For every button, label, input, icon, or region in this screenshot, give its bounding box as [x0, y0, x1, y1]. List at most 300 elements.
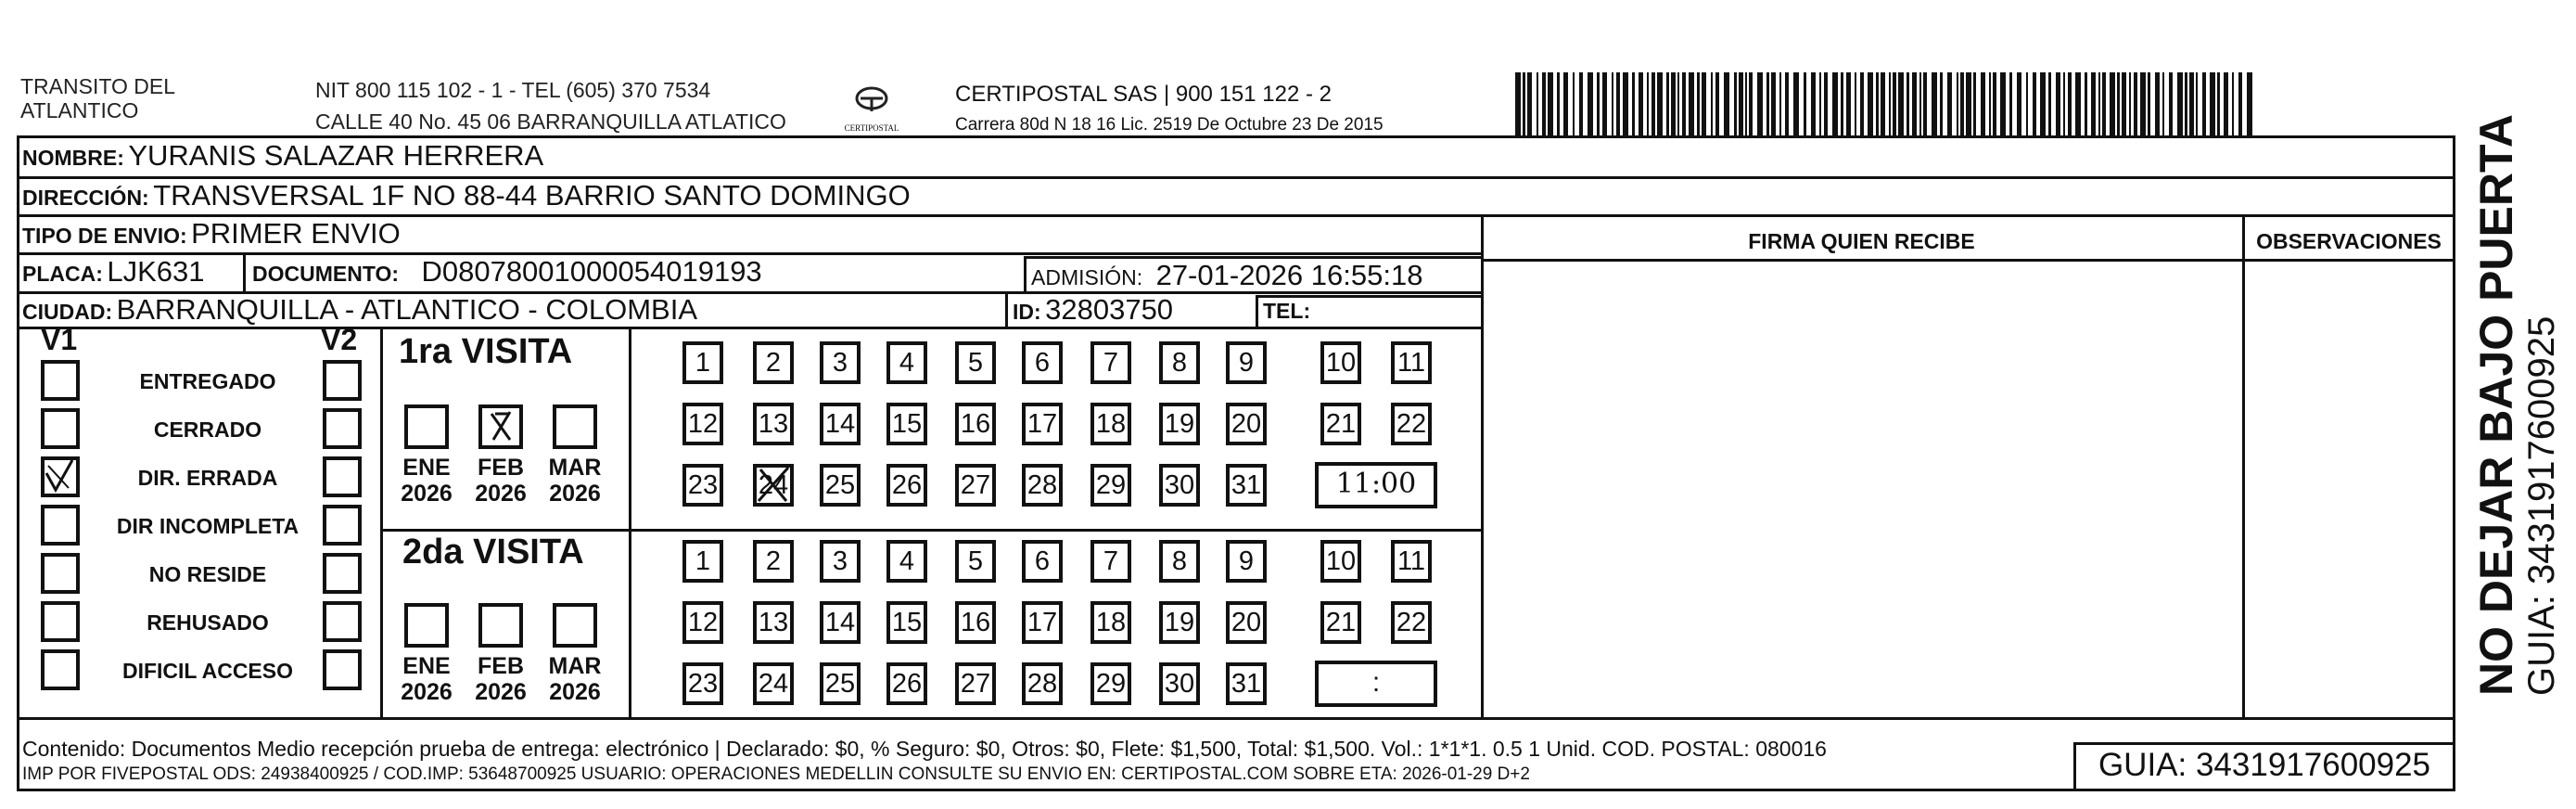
barcode-bar [1523, 72, 1525, 137]
day-number: 17 [1027, 409, 1058, 439]
v1-checkbox[interactable] [41, 456, 80, 497]
v2-checkbox[interactable] [323, 360, 362, 401]
month-year: 2026 [401, 481, 453, 507]
barcode-bar [2040, 72, 2046, 137]
day-number: 25 [824, 470, 856, 500]
day-box[interactable] [1090, 403, 1131, 445]
admision-label: ADMISIÓN: [1031, 265, 1143, 289]
barcode-bar [2017, 72, 2021, 137]
day-number: 28 [1027, 669, 1058, 699]
day-box[interactable] [1391, 601, 1432, 644]
nombre-label: NOMBRE: [22, 146, 124, 170]
barcode-bar [1548, 72, 1553, 137]
barcode-bar [2129, 72, 2131, 137]
barcode-bar [1702, 72, 1706, 137]
day-box[interactable] [1226, 464, 1267, 507]
day-number: 26 [891, 669, 923, 699]
month-name: MAR [548, 455, 602, 481]
barcode-bar [1671, 72, 1676, 137]
month-year: 2026 [475, 481, 527, 507]
time-box[interactable] [1315, 462, 1437, 508]
day-number: 8 [1171, 348, 1188, 378]
day-box[interactable] [886, 403, 927, 445]
barcode-bar [1779, 72, 1781, 137]
barcode-bar [1855, 72, 1856, 137]
day-number: 29 [1095, 669, 1127, 699]
barcode-bar [2068, 72, 2072, 137]
company-line: CERTIPOSTAL SAS | 900 151 122 - 2 [955, 82, 1332, 107]
day-number: 15 [891, 409, 923, 439]
footer-line2: IMP POR FIVEPOSTAL ODS: 24938400925 / COD.IMP: 53648700925 USUARIO: OPERACIONES MEDELLIN CONSULTE SU ENVIO EN: CERTIPOSTAL.COM SOBRE ETA: 2026-01-29 D+2 [22, 764, 1530, 784]
day-box[interactable] [955, 341, 996, 384]
barcode-bar [1515, 72, 1521, 137]
day-box[interactable] [1159, 540, 1200, 583]
address-line: CALLE 40 No. 45 06 BARRANQUILLA ATLATICO [315, 109, 786, 134]
tipo-row [22, 217, 401, 250]
barcode-bar [2169, 72, 2173, 137]
day-number: 14 [824, 409, 856, 439]
barcode-bar [2185, 72, 2187, 137]
documento-label: DOCUMENTO: [252, 262, 400, 286]
barcode-bar [1819, 72, 1821, 137]
day-number: 29 [1095, 470, 1127, 500]
day-number: 25 [824, 669, 856, 699]
barcode-bar [1841, 72, 1843, 137]
barcode-bar [2217, 72, 2220, 137]
day-number: 6 [1034, 546, 1051, 576]
placa-row [22, 255, 204, 289]
day-number: 20 [1231, 608, 1262, 637]
day-box[interactable] [886, 601, 927, 644]
day-number: 12 [687, 608, 719, 637]
v2-label: V2 [321, 323, 358, 356]
barcode-bar [2085, 72, 2087, 137]
barcode-bar [1993, 72, 1996, 137]
barcode-bar [1682, 72, 1686, 137]
visit1-title: 1ra VISITA [399, 332, 573, 371]
barcode-bar [1966, 72, 1971, 137]
day-number: 9 [1238, 546, 1255, 576]
barcode-bar [2122, 72, 2126, 137]
day-number: 3 [832, 348, 848, 378]
v2-checkbox[interactable] [323, 649, 362, 690]
barcode-bar [1932, 72, 1937, 137]
day-number: 27 [960, 669, 991, 699]
barcode-bar [1898, 72, 1904, 137]
month-checkbox[interactable] [404, 603, 449, 648]
day-box[interactable] [1090, 464, 1131, 507]
barcode-bar [1860, 72, 1864, 137]
footer-line1: Contenido: Documentos Medio recepción prueba de entrega: electrónico | Declarado: $0, % Seguro: $0, Otros: $0, Flete: $1,500, Total: $1,500. Vol.: 1*1*1. 0.5 1 Unid. COD. POSTAL: 080016 [22, 737, 1827, 761]
day-box[interactable] [1320, 601, 1361, 644]
issuer-name [20, 74, 175, 122]
day-number: 5 [967, 546, 984, 576]
side-warning: NO DEJAR BAJO PUERTA [2470, 114, 2522, 696]
barcode-bar [1557, 72, 1560, 137]
day-box[interactable] [753, 662, 794, 705]
day-box[interactable] [1090, 601, 1131, 644]
barcode-bar [2202, 72, 2206, 137]
day-box[interactable] [1022, 464, 1063, 507]
barcode-bar [2102, 72, 2106, 137]
documento-row [252, 255, 762, 289]
day-number: 4 [899, 348, 915, 378]
status-label: REHUSADO [147, 610, 269, 635]
barcode-bar [1832, 72, 1838, 137]
day-number: 18 [1095, 608, 1127, 637]
day-number: 16 [960, 608, 991, 637]
tipo-label: TIPO DE ENVIO: [22, 224, 187, 248]
nombre-row [22, 139, 543, 173]
nombre-value: YURANIS SALAZAR HERRERA [128, 139, 544, 172]
barcode-bar [1745, 72, 1747, 137]
day-box[interactable] [886, 341, 927, 384]
barcode-bar [2140, 72, 2146, 137]
logo-text: CERTIPOSTAL [844, 123, 899, 133]
barcode-bar [1639, 72, 1643, 137]
v1-checkbox[interactable] [41, 360, 80, 401]
direccion-label: DIRECCIÓN: [22, 186, 149, 210]
day-box[interactable] [1090, 662, 1131, 705]
v1-checkbox[interactable] [41, 649, 80, 690]
day-box[interactable] [1226, 341, 1267, 384]
barcode-bar [1563, 72, 1568, 137]
company-info [955, 82, 1384, 135]
day-box[interactable] [1090, 540, 1131, 583]
barcode-bar [2162, 72, 2164, 137]
barcode-bar [1923, 72, 1927, 137]
barcode-bar [1804, 72, 1806, 137]
x-mark-icon [753, 464, 794, 507]
month-checkbox[interactable] [553, 603, 597, 648]
day-box[interactable] [886, 662, 927, 705]
barcode-bar [2098, 72, 2100, 137]
barcode-bar [2134, 72, 2137, 137]
direccion-row [22, 179, 911, 212]
day-box[interactable] [682, 662, 723, 705]
barcode-bar [1573, 72, 1575, 137]
day-box[interactable] [1159, 464, 1200, 507]
v2-checkbox[interactable] [323, 408, 362, 449]
admision-row [1031, 259, 1422, 292]
day-number: 24 [758, 470, 789, 500]
issuer-contact [315, 78, 786, 134]
day-box[interactable] [682, 403, 723, 445]
certipostal-logo [835, 82, 909, 134]
barcode-bar [1588, 72, 1593, 137]
day-number: 10 [1325, 546, 1357, 576]
month-year: 2026 [475, 679, 527, 705]
day-box[interactable] [820, 601, 861, 644]
day-number: 2 [765, 348, 782, 378]
day-number: 7 [1103, 546, 1119, 576]
barcode-bar [1542, 72, 1546, 137]
day-box[interactable] [1226, 403, 1267, 445]
month-checkbox[interactable] [478, 603, 523, 648]
day-number: 14 [824, 608, 856, 637]
month-label [468, 455, 533, 507]
day-number: 19 [1164, 409, 1195, 439]
day-number: 10 [1325, 348, 1357, 378]
barcode-bar [1749, 72, 1753, 137]
admision-value: 27-01-2026 16:55:18 [1155, 259, 1423, 291]
barcode-bar [1811, 72, 1816, 137]
day-box[interactable] [1159, 601, 1200, 644]
day-number: 30 [1164, 669, 1195, 699]
barcode-bar [1597, 72, 1600, 137]
barcode-bar [1724, 72, 1729, 137]
barcode-bar [2224, 72, 2228, 137]
status-label: DIR. ERRADA [137, 466, 278, 490]
day-number: 27 [960, 470, 991, 500]
issuer-line1: TRANSITO DEL [20, 74, 175, 98]
barcode-bar [2155, 72, 2160, 137]
day-box[interactable] [820, 341, 861, 384]
day-number: 11 [1396, 546, 1426, 576]
status-label: ENTREGADO [139, 369, 276, 393]
day-box[interactable] [1159, 341, 1200, 384]
day-box[interactable] [1022, 601, 1063, 644]
time-value: : [1371, 667, 1381, 698]
barcode-bar [2117, 72, 2120, 137]
barcode-bar [1947, 72, 1952, 137]
day-box[interactable] [753, 341, 794, 384]
barcode-bar [2033, 72, 2036, 137]
day-number: 28 [1027, 470, 1058, 500]
day-box[interactable] [820, 403, 861, 445]
month-checkbox[interactable] [478, 404, 523, 449]
day-box[interactable] [1022, 540, 1063, 583]
v2-checkbox[interactable] [323, 505, 362, 546]
day-number: 21 [1325, 409, 1357, 439]
barcode-bar [1647, 72, 1649, 137]
ciudad-row [22, 293, 697, 327]
v2-checkbox[interactable] [323, 456, 362, 497]
day-box[interactable] [682, 601, 723, 644]
day-number: 31 [1231, 669, 1262, 699]
barcode-bar [2247, 72, 2252, 137]
barcode-bar [2148, 72, 2150, 137]
v1-checkbox[interactable] [41, 553, 80, 594]
day-number: 22 [1396, 409, 1427, 439]
barcode-bar [1940, 72, 1943, 137]
day-number: 22 [1396, 608, 1427, 637]
ciudad-label: CIUDAD: [22, 300, 113, 324]
day-number: 17 [1027, 608, 1058, 637]
barcode-bar [1537, 72, 1538, 137]
month-label [542, 455, 607, 507]
direccion-value: TRANSVERSAL 1F NO 88-44 BARRIO SANTO DOMINGO [153, 179, 911, 212]
day-number: 15 [891, 608, 923, 637]
barcode-bar [1616, 72, 1620, 137]
day-box[interactable] [1320, 341, 1361, 384]
day-box[interactable] [1320, 540, 1361, 583]
nit-line: NIT 800 115 102 - 1 - TEL (605) 370 7534 [315, 78, 711, 102]
day-box[interactable] [1090, 341, 1131, 384]
day-box[interactable] [682, 464, 723, 507]
month-year: 2026 [549, 679, 601, 705]
barcode-bar [2196, 72, 2198, 137]
barcode-bar [1623, 72, 1628, 137]
month-year: 2026 [401, 679, 453, 705]
barcode-bar [2232, 72, 2234, 137]
barcode-bar [1602, 72, 1607, 137]
id-row [1013, 293, 1173, 327]
day-number: 9 [1238, 348, 1255, 378]
day-box[interactable] [1391, 341, 1432, 384]
day-box[interactable] [1226, 540, 1267, 583]
day-number: 18 [1095, 409, 1127, 439]
barcode-bar [1919, 72, 1921, 137]
status-label: NO RESIDE [148, 562, 267, 586]
day-box[interactable] [1159, 662, 1200, 705]
barcode-bar [1957, 72, 1958, 137]
day-box[interactable] [955, 540, 996, 583]
barcode-bar [1715, 72, 1719, 137]
barcode-bar [2056, 72, 2060, 137]
v1-checkbox[interactable] [41, 601, 80, 642]
barcode-bar [1689, 72, 1694, 137]
barcode-bar [1527, 72, 1532, 137]
barcode [1515, 72, 2272, 137]
barcode-bar [2026, 72, 2028, 137]
day-number: 3 [832, 546, 848, 576]
day-box[interactable] [820, 464, 861, 507]
day-box[interactable] [820, 662, 861, 705]
status-label: CERRADO [153, 417, 262, 442]
day-number: 13 [758, 608, 789, 637]
time-value: 11:00 [1335, 468, 1417, 500]
day-box[interactable] [886, 464, 927, 507]
day-number: 23 [687, 669, 719, 699]
day-box[interactable] [753, 464, 794, 507]
footer-guia: GUIA: 3431917600925 [2098, 747, 2431, 783]
month-label [394, 455, 459, 507]
barcode-bar [2000, 72, 2006, 137]
barcode-bar [1677, 72, 1679, 137]
day-box[interactable] [682, 341, 723, 384]
day-box[interactable] [682, 540, 723, 583]
barcode-bar [2110, 72, 2115, 137]
day-number: 8 [1171, 546, 1188, 576]
barcode-bar [1846, 72, 1851, 137]
day-box[interactable] [753, 403, 794, 445]
month-name: ENE [402, 455, 451, 481]
x-mark-icon [482, 408, 519, 445]
v1-checkbox[interactable] [41, 408, 80, 449]
day-box[interactable] [1226, 662, 1267, 705]
day-number: 24 [758, 669, 789, 699]
barcode-bar [1960, 72, 1964, 137]
day-box[interactable] [1391, 403, 1432, 445]
month-checkbox[interactable] [404, 404, 449, 449]
license-line: Carrera 80d N 18 16 Lic. 2519 De Octubre 23 De 2015 [955, 115, 1384, 135]
day-box[interactable] [886, 540, 927, 583]
day-number: 19 [1164, 608, 1195, 637]
barcode-bar [2063, 72, 2065, 137]
month-label [394, 653, 459, 705]
day-number: 6 [1034, 348, 1051, 378]
v1-label: V1 [41, 323, 78, 356]
month-name: FEB [478, 653, 524, 679]
day-number: 2 [765, 546, 782, 576]
day-number: 1 [695, 348, 711, 378]
barcode-bar [2189, 72, 2194, 137]
month-name: MAR [548, 653, 602, 679]
barcode-bar [1876, 72, 1879, 137]
tel-label: TEL: [1263, 299, 1311, 323]
day-box[interactable] [1320, 403, 1361, 445]
day-box[interactable] [1022, 403, 1063, 445]
day-box[interactable] [753, 601, 794, 644]
day-box[interactable] [753, 540, 794, 583]
barcode-bar [2210, 72, 2215, 137]
day-box[interactable] [1022, 662, 1063, 705]
barcode-bar [1579, 72, 1583, 137]
documento-value: D08078001000054019193 [421, 255, 762, 288]
day-box[interactable] [955, 662, 996, 705]
v1-checkbox[interactable] [41, 505, 80, 546]
barcode-bar [1734, 72, 1737, 137]
barcode-bar [1824, 72, 1828, 137]
day-box[interactable] [955, 464, 996, 507]
barcode-bar [1973, 72, 1976, 137]
month-name: ENE [402, 653, 451, 679]
barcode-bar [2177, 72, 2183, 137]
ciudad-value: BARRANQUILLA - ATLANTICO - COLOMBIA [116, 293, 698, 326]
day-box[interactable] [1159, 403, 1200, 445]
check-mark-icon [45, 460, 76, 494]
barcode-bar [2075, 72, 2081, 137]
barcode-bar [1711, 72, 1713, 137]
day-box[interactable] [955, 601, 996, 644]
placa-label: PLACA: [22, 262, 103, 286]
time-box[interactable] [1315, 661, 1437, 707]
barcode-bar [2048, 72, 2051, 137]
month-label [468, 653, 533, 705]
barcode-bar [1989, 72, 1991, 137]
barcode-bar [1881, 72, 1885, 137]
day-box[interactable] [820, 540, 861, 583]
day-box[interactable] [1226, 601, 1267, 644]
barcode-bar [1651, 72, 1655, 137]
barcode-bar [1632, 72, 1635, 137]
placa-value: LJK631 [107, 255, 205, 288]
observaciones-header: OBSERVACIONES [2256, 229, 2442, 253]
id-label: ID: [1013, 300, 1041, 324]
barcode-bar [1771, 72, 1776, 137]
status-label: DIFICIL ACCESO [121, 659, 293, 683]
day-number: 13 [758, 409, 789, 439]
v2-checkbox[interactable] [323, 601, 362, 642]
side-guia: GUIA: 3431917600925 [2521, 315, 2562, 696]
day-box[interactable] [1391, 540, 1432, 583]
day-number: 30 [1164, 470, 1195, 500]
day-number: 7 [1103, 348, 1119, 378]
v2-checkbox[interactable] [323, 553, 362, 594]
month-checkbox[interactable] [553, 404, 597, 449]
barcode-bar [2009, 72, 2012, 137]
barcode-bar [1657, 72, 1663, 137]
barcode-bar [1889, 72, 1891, 137]
day-number: 20 [1231, 409, 1262, 439]
day-box[interactable] [955, 403, 996, 445]
day-box[interactable] [1022, 341, 1063, 384]
day-number: 31 [1231, 470, 1262, 500]
day-number: 4 [899, 546, 915, 576]
status-label: DIR INCOMPLETA [116, 514, 300, 538]
barcode-bar [1612, 72, 1613, 137]
